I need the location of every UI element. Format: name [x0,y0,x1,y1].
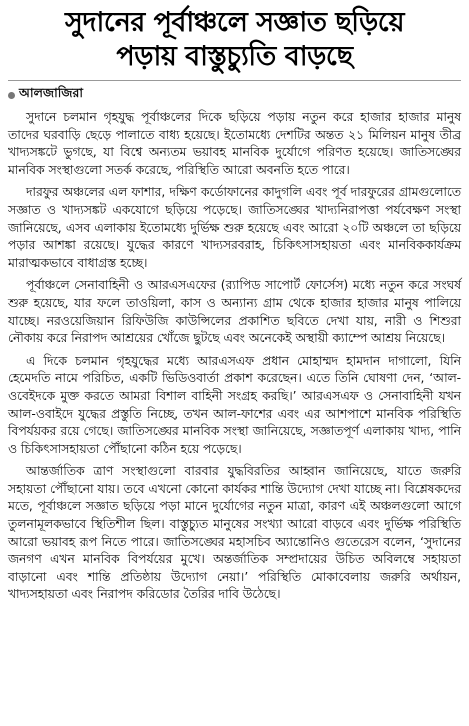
headline-line-2: পড়ায় বাস্তুচ্যুতি বাড়ছে [116,41,353,72]
paragraph-1: সুদানে চলমান গৃহযুদ্ধ পূর্বাঞ্চলের দিকে ছড়িয়ে পড়ায় নতুন করে হাজার হাজার মানুষ তাদের ঘরবাড়ি ছেড়ে পালাতে বাধ্য হয়েছে। ইতোমধ্যে দেশটির অন্তত ২১ মিলিয়ন মানুষ তীব্র খাদ্যসঙ্কটে ভুগছে, যা বিশ্বে অন্যতম ভয়াবহ মানবিক দুর্যোগে পরিণত হয়েছে। জাতিসঙ্ঘের মানবিক সংস্থাগুলো সতর্ক করেছে, পরিস্থিতি আরো অবনতি হতে পারে। [8,110,461,177]
bullet-icon [8,92,15,99]
divider [8,80,461,81]
byline [8,85,461,105]
source-label: আলজাজিরা [19,85,83,100]
paragraph-5: আন্তর্জাতিক ত্রাণ সংস্থাগুলো বারবার যুদ্ধবিরতির আহ্বান জানিয়েছে, যাতে জরুরি সহায়তা পৌঁছানো যায়। তবে এখনো কোনো কার্যকর শান্তি উদ্যোগ দেখা যাচ্ছে না। বিশ্লেষকদের মতে, পূর্বাঞ্চলে সজ্ঞাত ছড়িয়ে পড়া মানে দুর্যোগের নতুন মাত্রা, কারণ এই অঞ্চলগুলো আগে তুলনামূলকভাবে স্থিতিশীল ছিল। বাস্তুচ্যুত মানুষের সংখ্যা আরো বাড়বে এবং দুর্ভিক্ষ পরিস্থিতি আরো ভয়াবহ রূপ নিতে পারে। জাতিসঙ্ঘের মহাসচিব অ্যান্তোনিও গুতেরেস বলেন, ‘সুদানের জনগণ এখন মানবিক বিপর্যয়ের মুখে। অন্তর্জাতিক সম্প্রদায়ের উচিত অবিলম্বে সহায়তা বাড়ানো এবং শান্তি প্রতিষ্ঠায় উদ্যোগ নেয়া।’ পরিস্থিতি মোকাবেলায় জরুরি অর্থায়ন, খাদ্যসহায়তা এবং নিরাপদ করিডোর তৈরির দাবি উঠেছে। [8,464,461,602]
paragraph-2: দারফুর অঞ্চলের এল ফাশার, দক্ষিণ কর্ডোফানের কাদুগলি এবং পূর্ব দারফুরের গ্রামগুলোতে সজ্ঞাত ও খাদ্যসঙ্কট একযোগে ছড়িয়ে পড়েছে। জাতিসঙ্ঘের খাদ্যনিরাপত্তা পর্যবেক্ষণ সংস্থা জানিয়েছে, এসব এলাকায় ইতোমধ্যে দুর্ভিক্ষ শুরু হয়েছে এবং আরো ২০টি অঞ্চলে তা ছড়িয়ে পড়ার আশঙ্কা রয়েছে। যুদ্ধের কারণে খাদ্যসরবরাহ, চিকিৎসাসহায়তা এবং মানবিককার্যক্রম মারাত্মকভাবে বাধাগ্রস্ত হচ্ছে। [8,185,461,270]
paragraph-4: এ দিকে চলমান গৃহযুদ্ধের মধ্যে আরএসএফ প্রধান মোহাম্মদ হামদান দাগালো, যিনি হেমেদতি নামে পরিচিত, একটি ভিডিওবার্তা প্রকাশ করেছেন। এতে তিনি ঘোষণা দেন, ‘আল-ওবেইদকে মুক্ত করতে আমরা বিশাল বাহিনী সংগ্রহ করছি।’ আরএসএফ ও সেনাবাহিনী যখন আল-ওবাইদে যুদ্ধের প্রস্তুতি নিচ্ছে, তখন আল-ফাশের এবং এর আশপাশে মানবিক পরিস্থিতি বিপর্যয়কর রয়ে গেছে। জাতিসঙ্ঘের মানবিক সংস্থা জানিয়েছে, সজ্ঞাতপূর্ণ এলাকায় খাদ্য, পানি ও চিকিৎসাসহায়তা পৌঁছানো কঠিন হয়ে পড়েছে। [8,353,461,456]
headline [8,6,461,74]
headline-line-1: সুদানের পূর্বাঞ্চলে সজ্ঞাত ছড়িয়ে [65,7,404,38]
paragraph-3: পূর্বাঞ্চলে সেনাবাহিনী ও আরএসএফের (র‍্যাপিড সাপোর্ট ফোর্সেস) মধ্যে নতুন করে সংঘর্ষ শুরু হয়েছে, যার ফলে তাওয়িলা, কাস ও অন্যান্য গ্রাম থেকে হাজার হাজার মানুষ পালিয়ে যাচ্ছে। নরওয়েজিয়ান রিফিউজি কাউন্সিলের প্রকাশিত ছবিতে দেখা যায়, নারী ও শিশুরা নৌকায় করে নিরাপদ আশ্রয়ের খোঁজে ছুটছে এবং অনেকেই অস্থায়ী ক্যাম্পে আশ্রয় নিয়েছে। [8,278,461,346]
article-body [8,109,461,604]
